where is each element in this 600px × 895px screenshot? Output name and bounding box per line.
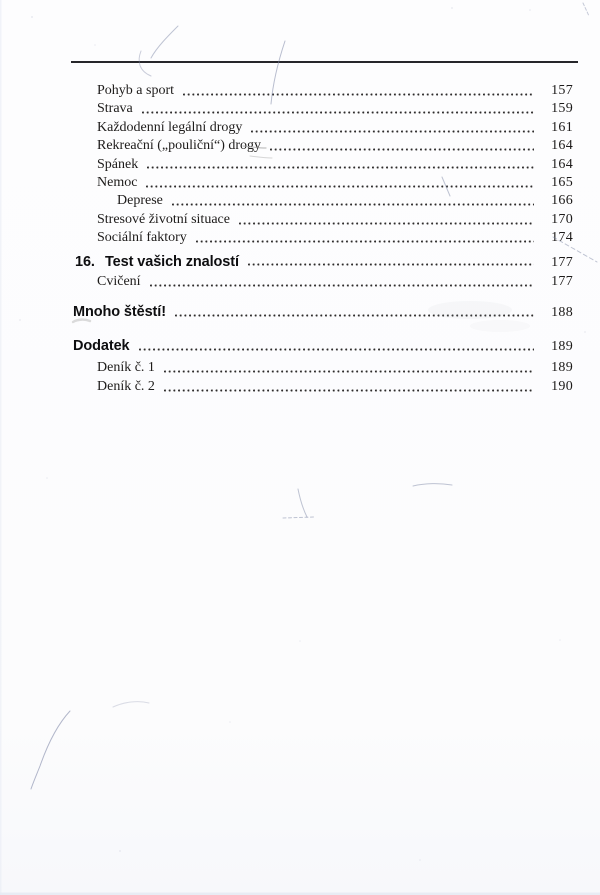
dotted-leader — [146, 185, 534, 188]
toc-entry-label: Strava — [97, 101, 133, 117]
toc-entry — [0, 137, 600, 155]
toc-entry-label: Každodenní legální drogy — [97, 119, 243, 135]
toc-entry-label: Sociální faktory — [97, 230, 187, 246]
dotted-leader — [164, 389, 534, 392]
toc-entry-page: 157 — [551, 83, 573, 98]
toc-entry-label: Mnoho štěstí! — [73, 304, 166, 321]
toc-entry-label: Spánek — [97, 156, 139, 172]
toc-entry-page: 177 — [551, 273, 573, 289]
dotted-leader — [183, 93, 534, 96]
toc-entry-chapter — [0, 303, 600, 321]
toc-entry-label: Deprese — [117, 193, 163, 209]
toc-entry — [0, 273, 600, 291]
toc-entry-page: 189 — [551, 338, 573, 354]
toc-entry — [0, 174, 600, 192]
dotted-leader — [147, 166, 534, 169]
dotted-leader — [139, 348, 534, 351]
toc-entry-label: Test vašich znalostí — [105, 253, 239, 270]
toc-entry-page: 165 — [551, 174, 573, 190]
toc-entry-label: Deník č. 1 — [97, 360, 155, 376]
toc-entry-page: 161 — [551, 119, 573, 135]
toc-entry — [0, 156, 600, 174]
toc-entry-page: 164 — [551, 138, 573, 154]
toc-entry-page: 189 — [551, 360, 573, 376]
toc-entry-label: Stresové životní situace — [97, 211, 230, 227]
toc-entry — [0, 378, 600, 396]
dotted-leader — [172, 203, 534, 206]
dotted-leader — [248, 263, 534, 266]
toc-entry-page: 188 — [551, 305, 573, 321]
dotted-leader — [270, 148, 534, 151]
toc-entry-label: Deník č. 2 — [97, 379, 155, 395]
table-of-contents — [0, 82, 600, 397]
dotted-leader — [251, 130, 534, 133]
toc-entry-chapter — [0, 337, 600, 355]
toc-entry — [0, 229, 600, 247]
toc-entry-label: Cvičení — [97, 273, 141, 289]
toc-entry-page: 174 — [551, 230, 573, 246]
toc-entry-page: 190 — [551, 379, 573, 395]
toc-entry-label: Dodatek — [73, 337, 130, 354]
toc-entry-label: Rekreační („pouliční“) drogy — [97, 138, 262, 154]
toc-entry — [0, 359, 600, 377]
toc-entry-page: 164 — [551, 156, 573, 172]
dotted-leader — [175, 314, 534, 317]
toc-entry — [0, 211, 600, 229]
dotted-leader — [196, 240, 534, 243]
dotted-leader — [142, 111, 534, 114]
toc-entry — [0, 82, 600, 100]
toc-entry — [0, 192, 600, 210]
toc-entry-label: Pohyb a sport — [97, 83, 174, 98]
toc-entry-page: 177 — [551, 254, 573, 270]
dotted-leader — [150, 284, 534, 287]
dotted-leader — [164, 370, 534, 373]
chapter-number: 16. — [75, 253, 95, 270]
toc-entry — [0, 100, 600, 118]
dotted-leader — [239, 222, 534, 225]
section-divider-rule — [71, 61, 578, 63]
toc-entry-page: 170 — [551, 211, 573, 227]
toc-entry-page: 159 — [551, 101, 573, 117]
toc-entry-chapter — [0, 253, 600, 271]
toc-entry — [0, 119, 600, 137]
toc-entry-page: 166 — [551, 193, 573, 209]
toc-entry-label: Nemoc — [97, 174, 138, 190]
